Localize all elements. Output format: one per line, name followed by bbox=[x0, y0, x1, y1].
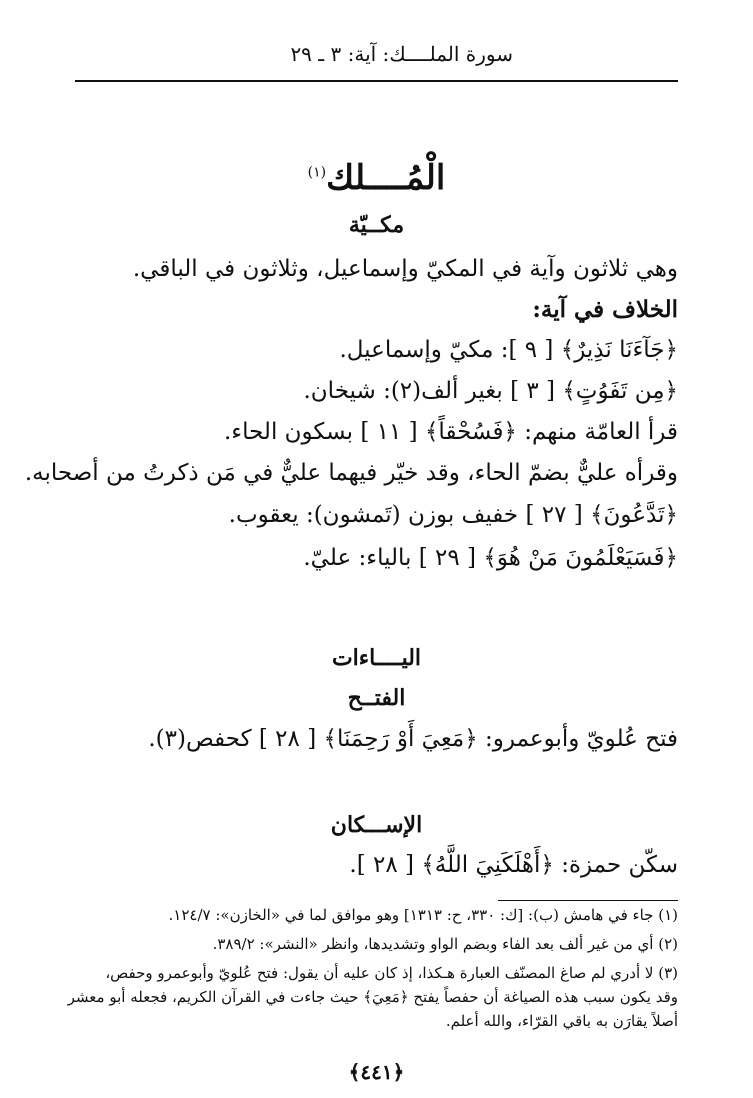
footnote-continuation: أصلاً يقارَن به باقي القرّاء، والله أعلم. bbox=[445, 1012, 678, 1030]
surah-title-text: الْمُــــلك bbox=[326, 158, 446, 198]
makkiyya-label: مكــيّة bbox=[348, 212, 405, 238]
body-line: وهي ثلاثون وآية في المكيّ وإسماعيل، وثلاثون في الباقي. bbox=[132, 256, 678, 282]
body-line: قرأ العامّة منهم: ﴿فَسُحْقاً﴾ [ ١١ ] بسكون الحاء. bbox=[223, 419, 678, 445]
footnote-continuation: وقد يكون سبب هذه الصياغة أن حفصاً يفتح ﴿مَعِيَ﴾ حيث جاءت في القرآن الكريم، فجعله أبو معشر bbox=[67, 988, 678, 1006]
running-header: سورة الملــــك: آية: ٣ ـ ٢٩ bbox=[290, 42, 513, 66]
section-heading-yaat: اليــــاءات bbox=[331, 645, 422, 671]
footnote: (١) جاء في هامش (ب): [ك: ٣٣٠، ح: ١٣١٣] وهو موافق لما في «الخازن»: ١٢٤/٧. bbox=[168, 906, 678, 924]
body-line: ﴿تَدَّعُونَ﴾ [ ٢٧ ] خفيف بوزن (تَمشون): يعقوب. bbox=[228, 502, 678, 528]
body-line-heading: الخلاف في آية: bbox=[532, 296, 678, 323]
body-line: ﴿فَسَيَعْلَمُونَ مَنْ هُوَ﴾ [ ٢٩ ] بالياء: عليّ. bbox=[303, 545, 678, 571]
section-heading-fath: الفتــح bbox=[347, 685, 406, 711]
body-line: ﴿جَآءَنَا نَذِيرٌ﴾ [ ٩ ]: مكيّ وإسماعيل. bbox=[339, 337, 678, 363]
footnote: (٢) أي من غير ألف بعد الفاء وبضم الواو وتشديدها، وانظر «النشر»: ٣٨٩/٢. bbox=[212, 935, 678, 953]
footnote: (٣) لا أدري لم صاغ المصنّف العبارة هـكذا، إذ كان عليه أن يقول: فتح عُلويّ وأبوعمرو وحفص، bbox=[105, 964, 678, 982]
fath-line: فتح عُلويّ وأبوعمرو: ﴿مَعِيَ أَوْ رَحِمَنَا﴾ [ ٢٨ ] كحفص(٣). bbox=[148, 726, 678, 752]
page-number: ﴿٤٤١﴾ bbox=[348, 1060, 405, 1084]
body-line: وقرأه عليٌّ بضمّ الحاء، وقد خيّر فيهما عليٌّ في مَن ذكرتُ من أصحابه. bbox=[24, 460, 678, 486]
iskan-line: سكّن حمزة: ﴿أَهْلَكَنِيَ اللَّهُ﴾ [ ٢٨ ]. bbox=[349, 852, 678, 878]
title-footnote-marker: (١) bbox=[307, 164, 327, 181]
surah-title bbox=[0, 158, 753, 198]
section-heading-iskan: الإســـكان bbox=[330, 812, 423, 838]
body-line: ﴿مِن تَفَوُتٍ﴾ [ ٣ ] بغير ألف(٢): شيخان. bbox=[303, 378, 678, 404]
footnote-rule bbox=[498, 900, 678, 901]
header-rule bbox=[75, 80, 678, 82]
